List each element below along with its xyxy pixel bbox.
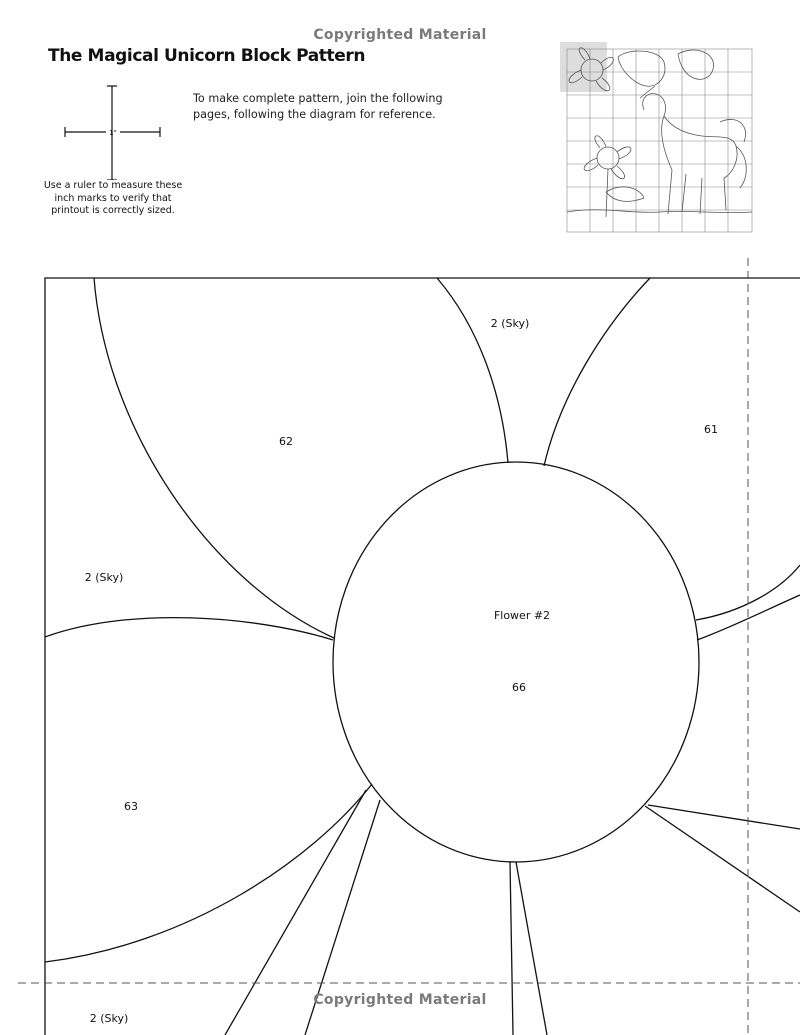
petal-right-upper-edge (648, 805, 800, 829)
label-piece-63: 63 (124, 800, 138, 813)
petal-62-outline (94, 278, 334, 638)
petal-61-left-curve (544, 278, 650, 466)
sky-top-left-curve (437, 278, 508, 463)
label-piece-66: 66 (512, 681, 526, 694)
stem-right-edge (516, 862, 547, 1035)
label-piece-61: 61 (704, 423, 718, 436)
pattern-border (45, 278, 800, 1035)
page-title: The Magical Unicorn Block Pattern (48, 46, 366, 66)
stem-left-edge (510, 862, 513, 1035)
ruler-mark-label: 1" (109, 129, 117, 137)
label-piece-62: 62 (279, 435, 293, 448)
watermark-top: Copyrighted Material (313, 27, 487, 43)
ruler-note: Use a ruler to measure these inch marks to verify that printout is correctly sized. (43, 180, 183, 216)
petal-right-lower-edge (645, 806, 800, 912)
flower-center-outline (333, 462, 699, 862)
label-sky-bottom: 2 (Sky) (89, 1012, 129, 1025)
assembly-instructions: To make complete pattern, join the following pages, following the diagram for reference. (193, 92, 443, 121)
watermark-bottom: Copyrighted Material (313, 992, 487, 1008)
label-flower-name: Flower #2 (493, 609, 551, 622)
petal-63-lower-curve (45, 784, 372, 962)
label-sky-top: 2 (Sky) (490, 317, 530, 330)
petal-63-outline (45, 618, 333, 640)
label-sky-left: 2 (Sky) (84, 571, 124, 584)
